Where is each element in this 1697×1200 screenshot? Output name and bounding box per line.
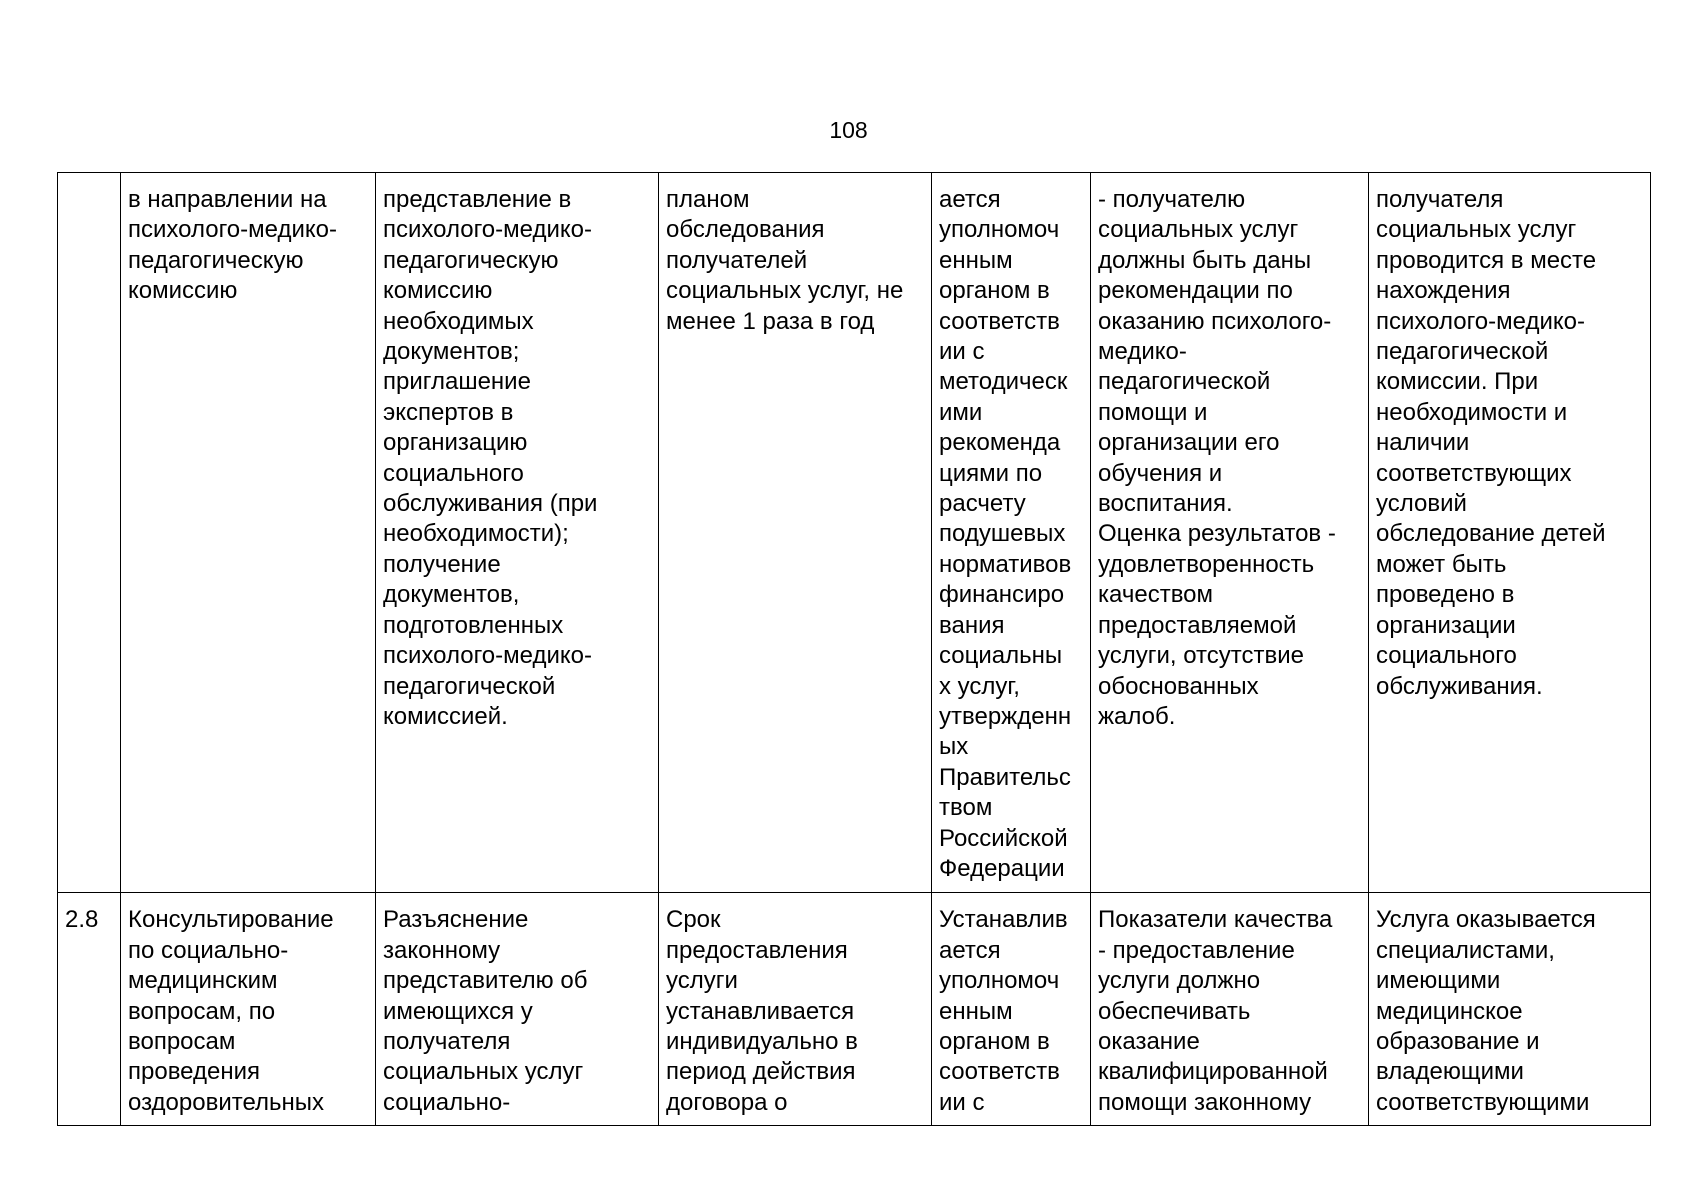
cell-number bbox=[58, 173, 121, 893]
cell-per-capita-norm: Устанавлив ается уполномоч енным органом в соответств ии с bbox=[932, 893, 1091, 1126]
page-number: 108 bbox=[829, 117, 868, 143]
cell-per-capita-norm: ается уполномоч енным органом в соответств ии с методическ ими рекоменда циями по расчету подушевых нормативов финансиро вания социальны х услуг, утвержденн ых Правительс твом Российской Федерации bbox=[932, 173, 1091, 893]
cell-quality-indicators: Показатели качества - предоставление услуги должно обеспечивать оказание квалифицированной помощи законному bbox=[1091, 893, 1369, 1126]
cell-service-name: Консультирование по социально- медицинским вопросам, по вопросам проведения оздоровительных bbox=[121, 893, 376, 1126]
cell-service-content: Разъяснение законному представителю об имеющихся у получателя социальных услуг социально- bbox=[376, 893, 659, 1126]
cell-service-name: в направлении на психолого-медико- педагогическую комиссию bbox=[121, 173, 376, 893]
standards-table bbox=[57, 172, 1651, 1126]
cell-number: 2.8 bbox=[58, 893, 121, 1126]
table-row bbox=[58, 173, 1651, 893]
cell-service-term: Срок предоставления услуги устанавливается индивидуально в период действия договора о bbox=[659, 893, 932, 1126]
cell-service-conditions: получателя социальных услуг проводится в месте нахождения психолого-медико- педагогической комиссии. При необходимости и наличии соответствующих условий обследование детей может быть проведено в организации социального обслуживания. bbox=[1369, 173, 1651, 893]
cell-service-term: планом обследования получателей социальных услуг, не менее 1 раза в год bbox=[659, 173, 932, 893]
cell-service-conditions: Услуга оказывается специалистами, имеющими медицинское образование и владеющими соответствующими bbox=[1369, 893, 1651, 1126]
cell-quality-indicators: - получателю социальных услуг должны быть даны рекомендации по оказанию психолого- медико- педагогической помощи и организации его обучения и воспитания. Оценка результатов - удовлетворенность качеством предоставляемой услуги, отсутствие обоснованных жалоб. bbox=[1091, 173, 1369, 893]
table-row bbox=[58, 893, 1651, 1126]
cell-service-content: представление в психолого-медико- педагогическую комиссию необходимых документов; приглашение экспертов в организацию социального обслуживания (при необходимости); получение документов, подготовленных психолого-медико- педагогической комиссией. bbox=[376, 173, 659, 893]
